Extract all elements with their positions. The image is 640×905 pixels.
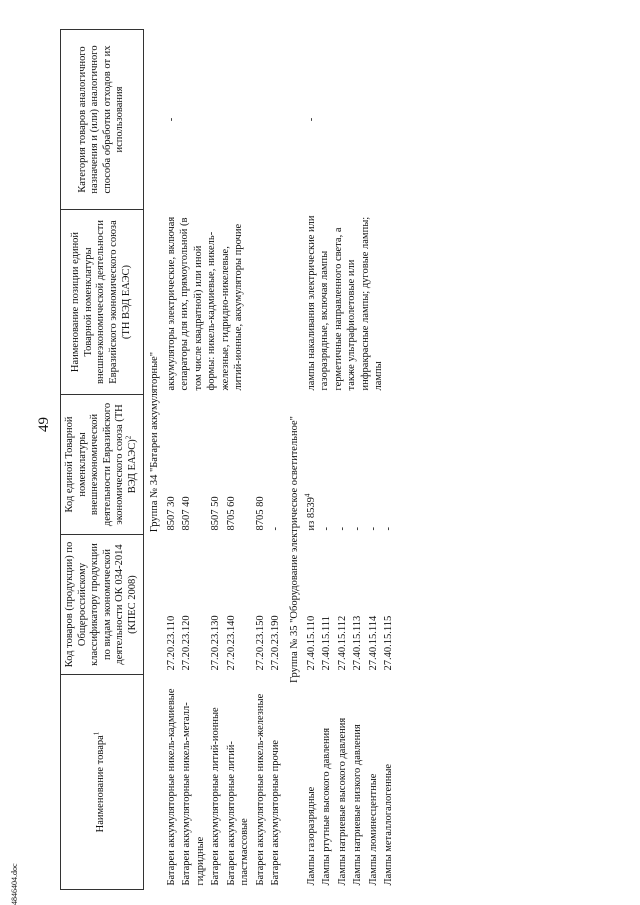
- rotated-table-page: [60, 30, 630, 890]
- row-tnved: -: [383, 527, 395, 531]
- row-name: Лампы металлогалогенные: [383, 763, 395, 886]
- row-tnved: 8705 80: [254, 496, 266, 531]
- group-34-category: -: [166, 117, 177, 122]
- row-okpd: 27.40.15.113: [352, 615, 364, 671]
- row-tnved: 8507 40: [181, 496, 193, 531]
- header-row: [61, 30, 144, 890]
- table-row: [164, 30, 179, 890]
- row-okpd: 27.40.15.114: [367, 615, 379, 671]
- row-name: Лампы ртутные высокого давления: [321, 727, 333, 886]
- row-okpd: 27.40.15.110: [305, 615, 317, 671]
- row-name: Лампы натриевые высокого давления: [336, 717, 348, 886]
- row-okpd: 27.20.23.140: [225, 615, 237, 671]
- header-tnved-name: Наименование позиции единой Товарной номенклатуры внешнеэкономической деятельности Евразийского экономического союза (ТН ВЭД ЕАЭС): [61, 210, 144, 395]
- row-tnved: 8507 30: [166, 496, 177, 531]
- row-okpd: 27.20.23.130: [210, 615, 222, 671]
- goods-table: [60, 29, 397, 890]
- row-name: Лампы натриевые низкого давления: [352, 724, 364, 886]
- row-name: Лампы люминесцентные: [367, 773, 379, 886]
- row-okpd: 27.40.15.115: [383, 615, 395, 671]
- table-row: [304, 30, 319, 890]
- row-tnved: из 8539$^4$: [303, 493, 317, 531]
- group-35-category: -: [305, 117, 317, 122]
- header-okpd: Код товаров (продукции) по Общероссийскому классификатору продукции по видам экономической деятельности ОК 034-2014 (КПЕС 2008): [61, 535, 144, 675]
- row-name: Батареи аккумуляторные литий-ионные: [210, 707, 222, 886]
- row-okpd: 27.20.23.150: [254, 615, 266, 671]
- page-number: 49: [36, 417, 52, 432]
- row-okpd: 27.40.15.111: [321, 616, 333, 671]
- group-34-tnved-name: аккумуляторы электрические, включая сепараторы для них, прямоугольной (в том числе квадратной) или иной формы: никель-кадмиевые, никель-железные, гидридно-никелевые, литий-ионные, аккумуляторы прочие: [166, 216, 245, 391]
- header-name: Наименование товара$^1$: [61, 675, 144, 890]
- header-tnved: Код единой Товарной номенклатуры внешнеэкономической деятельности Евразийского экономического союза (ТН ВЭД ЕАЭС)$^2$: [61, 395, 144, 535]
- row-name: Батареи аккумуляторные никель-железные: [254, 693, 266, 886]
- row-tnved: -: [321, 527, 333, 531]
- row-name: Лампы газоразрядные: [305, 786, 317, 886]
- row-okpd: 27.40.15.112: [336, 615, 348, 671]
- row-name: Батареи аккумуляторные никель-металл-гидридные: [181, 702, 206, 886]
- footer-filename: 4846404.doc: [10, 863, 19, 905]
- row-name: Батареи аккумуляторные прочие: [270, 739, 282, 886]
- group-title-row: [284, 30, 304, 890]
- row-tnved: -: [270, 527, 282, 531]
- group-title-row: [143, 30, 164, 890]
- group-35-tnved-name: лампы накаливания электрические или газоразрядные, включая лампы герметичные направленного света, а также ультрафиолетовые или инфракрасные лампы; дуговые лампы; лампы: [305, 215, 385, 391]
- row-tnved: -: [367, 527, 379, 531]
- row-tnved: -: [352, 527, 364, 531]
- row-tnved: -: [336, 527, 348, 531]
- row-okpd: 27.20.23.120: [181, 615, 193, 671]
- row-okpd: 27.20.23.110: [166, 615, 177, 671]
- row-tnved: 8507 50: [210, 496, 222, 531]
- row-tnved: 8705 60: [225, 496, 237, 531]
- row-okpd: 27.20.23.190: [270, 615, 282, 671]
- group-35-title: Группа № 35 "Оборудование электрическое осветительное": [288, 416, 300, 683]
- header-category: Категория товаров аналогичного назначения и (или) аналогичного способа обработки отходов от их использования: [61, 30, 144, 210]
- row-name: Батареи аккумуляторные литий-пластмассовые: [225, 741, 251, 886]
- row-name: Батареи аккумуляторные никель-кадмиевые: [166, 688, 177, 886]
- group-34-title: Группа № 34 "Батареи аккумуляторные": [148, 351, 160, 533]
